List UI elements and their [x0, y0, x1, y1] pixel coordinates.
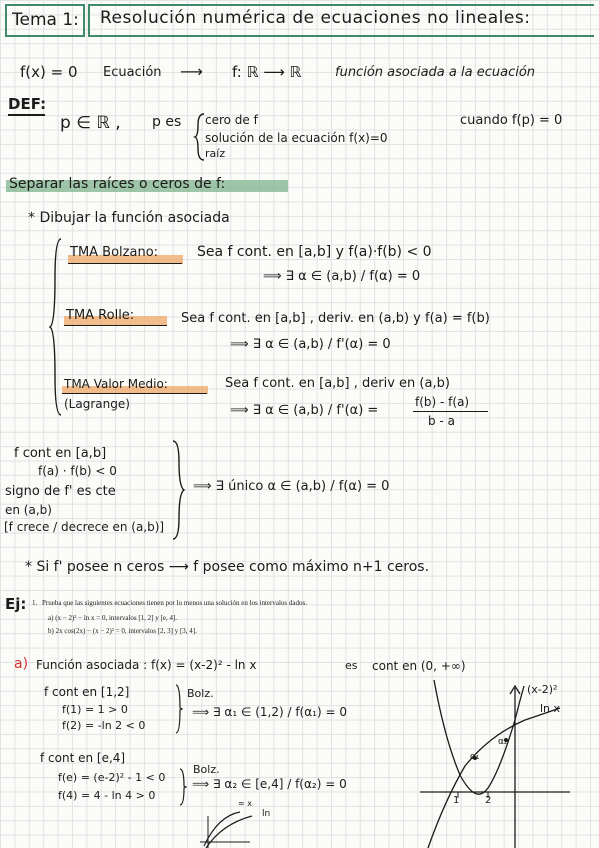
def-pinr: p ∈ ℝ , [60, 113, 121, 133]
case2-l3: f(4) = 4 - ln 4 > 0 [58, 789, 156, 802]
def-label: DEF: [8, 95, 47, 113]
example-num: 1. [32, 599, 38, 607]
example-label: Ej: [5, 595, 27, 613]
intro-eq: f(x) = 0 [20, 63, 78, 81]
case1-l1: f cont en [1,2] [44, 685, 130, 699]
solution-a-es: es [345, 659, 358, 672]
small-sketch-label2: ln [262, 809, 271, 819]
def-pes: p es [152, 114, 182, 130]
solution-a-cont: cont en (0, +∞) [372, 659, 466, 673]
theorems-brace [50, 238, 62, 416]
intro-map: f: ℝ ⟶ ℝ [232, 63, 302, 81]
case2-bolz: Bolz. [193, 763, 220, 776]
case1-bolz: Bolz. [187, 687, 214, 700]
unique-brace [172, 440, 184, 540]
unique-l2: f(a) · f(b) < 0 [38, 464, 117, 478]
valor-name: TMA Valor Medio: [64, 377, 168, 391]
graph-label-1: (x-2)² [527, 683, 558, 696]
graph-tick-2: 2 [485, 795, 492, 806]
graph-alpha-2: α₂ [498, 737, 508, 747]
unique-l5: [f crece / decrece en (a,b)] [4, 520, 165, 534]
rolle-1: Sea f cont. en [a,b] , deriv. en (a,b) y f(a) = f(b) [181, 311, 490, 326]
def-cuando: cuando f(p) = 0 [460, 113, 563, 128]
intro-arrow: ⟶ [180, 62, 203, 81]
case2-result: ⟹ ∃ α₂ ∈ [e,4] / f(α₂) = 0 [192, 777, 347, 791]
case2-l1: f cont en [e,4] [40, 751, 126, 765]
case1-l3: f(2) = -ln 2 < 0 [62, 719, 146, 732]
valor-2: ⟹ ∃ α ∈ (a,b) / f'(α) = [230, 403, 379, 418]
solution-a-head: Función asociada : f(x) = (x-2)² - ln x [36, 658, 257, 672]
valor-1: Sea f cont. en [a,b] , deriv en (a,b) [225, 376, 450, 391]
valor-sub: (Lagrange) [64, 397, 130, 411]
def-b3: raíz [205, 147, 226, 160]
example-a: a) (x − 2)² − ln x = 0, intervalos [1, 2] y [e, 4]. [48, 614, 178, 622]
case1-l2: f(1) = 1 > 0 [62, 703, 128, 716]
def-underline [8, 114, 45, 116]
case2-brace [180, 768, 186, 806]
graph-label-2: ln x [540, 702, 561, 715]
bolzano-name: TMA Bolzano: [70, 245, 159, 260]
intro-ecuacion: Ecuación [103, 65, 162, 80]
example-b: b) 2x cos(2x) − (x − 2)² = 0, intervalos [2, 3] y [3, 4]. [48, 627, 197, 635]
example-stmt: Prueba que las siguientes ecuaciones tienen por lo menos una solución en los intervalos dados. [42, 599, 307, 607]
page-title: Resolución numérica de ecuaciones no lineales: [100, 8, 531, 28]
unique-l3: signo de f' es cte [5, 484, 116, 499]
unique-l4: en (a,b) [5, 503, 52, 517]
case2-l2: f(e) = (e-2)² - 1 < 0 [58, 771, 166, 784]
graph-tick-1: 1 [453, 795, 460, 806]
valor-frac-line [413, 411, 488, 412]
tema-label: Tema 1: [12, 10, 79, 30]
valor-frac-den: b - a [428, 414, 455, 428]
intro-desc: función asociada a la ecuación [335, 65, 536, 80]
def-b2: solución de la ecuación f(x)=0 [205, 131, 388, 145]
bolzano-underline [68, 263, 182, 264]
case1-brace [176, 684, 182, 734]
unique-result: ⟹ ∃ único α ∈ (a,b) / f(α) = 0 [193, 479, 390, 494]
valor-underline [62, 393, 207, 394]
graph-alpha-1: α₁ [470, 752, 480, 762]
rolle-name: TMA Rolle: [66, 308, 135, 323]
case1-result: ⟹ ∃ α₁ ∈ (1,2) / f(α₁) = 0 [192, 705, 347, 719]
bolzano-2: ⟹ ∃ α ∈ (a,b) / f(α) = 0 [263, 269, 421, 284]
valor-frac-num: f(b) - f(a) [415, 395, 470, 409]
rolle-2: ⟹ ∃ α ∈ (a,b) / f'(α) = 0 [230, 337, 391, 352]
unique-l1: f cont en [a,b] [14, 446, 107, 461]
separar-bullet: * Dibujar la función asociada [28, 210, 230, 226]
def-brace [195, 113, 205, 161]
bolzano-1: Sea f cont. en [a,b] y f(a)·f(b) < 0 [197, 244, 432, 260]
small-sketch-label1: ≈ x [238, 799, 252, 808]
solution-graph [420, 680, 590, 848]
note-text: * Si f' posee n ceros ⟶ f posee como máximo n+1 ceros. [25, 559, 430, 575]
separar-title: Separar las raíces o ceros de f: [9, 176, 226, 192]
rolle-underline [64, 325, 167, 326]
small-sketch [200, 806, 270, 848]
def-b1: cero de f [205, 113, 258, 127]
solution-a-label: a) [14, 656, 29, 672]
